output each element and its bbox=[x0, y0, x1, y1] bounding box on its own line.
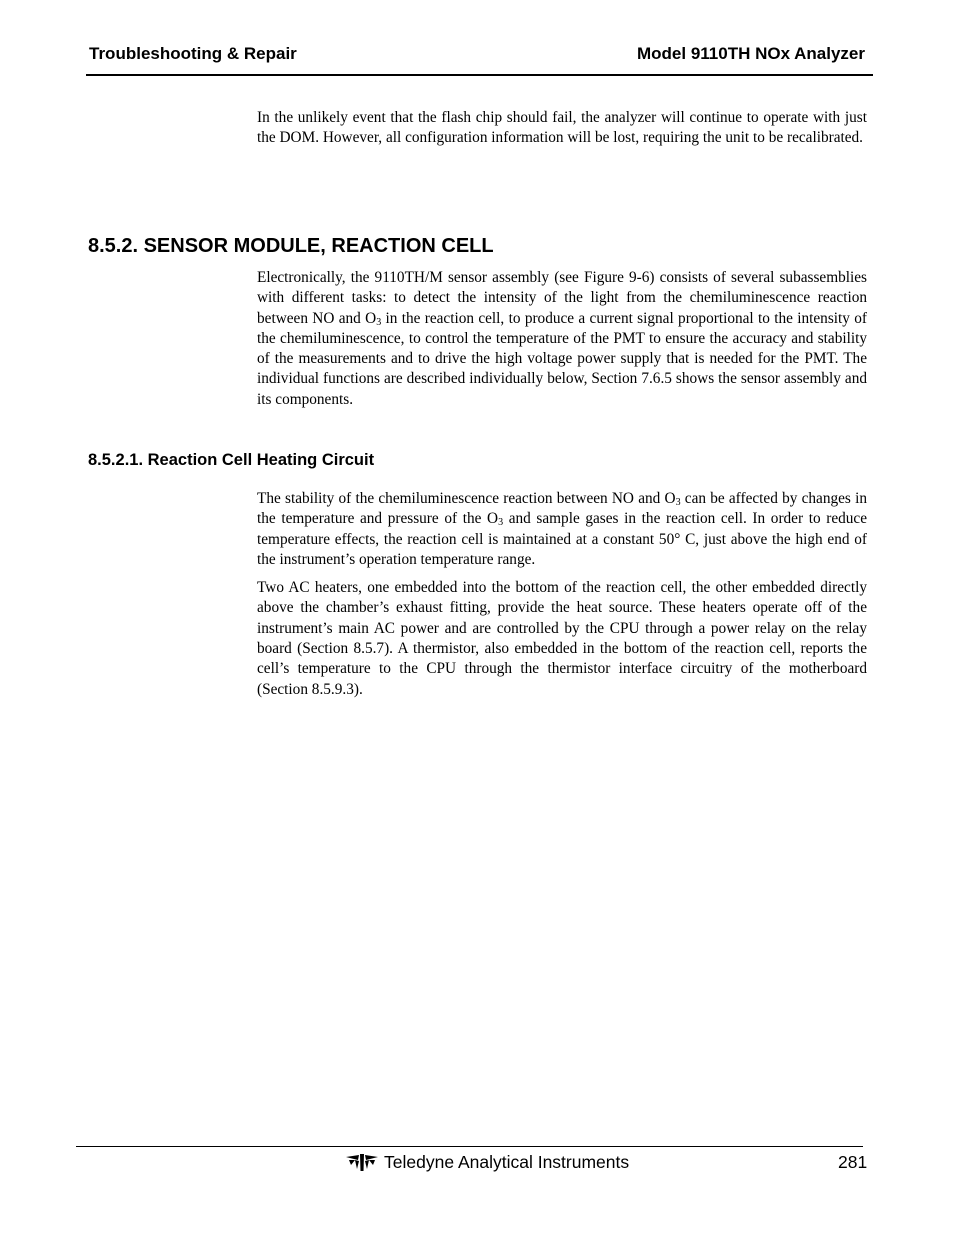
subscript: 3 bbox=[498, 517, 504, 529]
header-section-title: Troubleshooting & Repair bbox=[89, 44, 297, 63]
subscript: 3 bbox=[675, 497, 681, 508]
subsection-block bbox=[257, 489, 867, 700]
intro-block bbox=[257, 108, 867, 149]
page-number: 281 bbox=[838, 1152, 868, 1172]
intro-paragraph: In the unlikely event that the flash chip should fail, the analyzer will continue to operate with just the DOM. However, all configuration information will be lost, requiring the unit to be recalibrated. bbox=[257, 109, 867, 147]
section-paragraph-text-2: in the reaction cell, to produce a current signal proportional to the intensity of the chemiluminescence, to control the temperature of the PMT to ensure the accuracy and stability of the measurements and to drive the high voltage power supply that is needed for the PMT. The individual functions are described individually below, Section 7.6.5 shows the sensor assembly and its components. bbox=[257, 309, 867, 408]
paragraph-text: and sample gases in the reaction cell. In order to reduce temperature effects, the reaction cell is maintained at a constant 50° C, just above the high end of the instrument’s operation temperature range. bbox=[257, 510, 867, 568]
header-divider bbox=[86, 74, 873, 76]
subsection-paragraph-2: Two AC heaters, one embedded into the bottom of the reaction cell, the other embedded directly above the chamber’s exhaust fitting, provide the heat source. These heaters operate off of the instrument’s main AC power and are controlled by the CPU through a power relay on the relay board (Section 8.5.7). A thermistor, also embedded in the bottom of the reaction cell, reports the cell’s temperature to the CPU through the thermistor interface circuitry of the motherboard (Section 8.5.9.3). bbox=[257, 579, 867, 698]
subsection-heading: 8.5.2.1. Reaction Cell Heating Circuit bbox=[88, 451, 375, 469]
subsection-paragraph-1 bbox=[257, 489, 867, 570]
paragraph-text: The stability of the chemiluminescence reaction between NO and O bbox=[257, 490, 676, 507]
footer-brand bbox=[345, 1151, 629, 1173]
footer-divider bbox=[76, 1146, 863, 1147]
section-paragraph-text-1: Electronically, the 9110TH/M sensor assembly (see Figure 9-6) consists of several subassemblies with different tasks: to detect the intensity of the light from the chemiluminescence reaction between NO and O bbox=[257, 269, 867, 327]
subscript: 3 bbox=[376, 316, 382, 328]
section-heading: 8.5.2. SENSOR MODULE, REACTION CELL bbox=[88, 235, 494, 257]
paragraph-text: can be affected by changes in the temperature and pressure of the O bbox=[257, 490, 867, 528]
section-block bbox=[257, 268, 867, 410]
footer-brand-text: Teledyne Analytical Instruments bbox=[384, 1152, 630, 1172]
section-paragraph bbox=[257, 268, 867, 410]
header-document-title: Model 9110TH NOx Analyzer bbox=[636, 44, 865, 63]
teledyne-logo-icon bbox=[345, 1152, 379, 1172]
